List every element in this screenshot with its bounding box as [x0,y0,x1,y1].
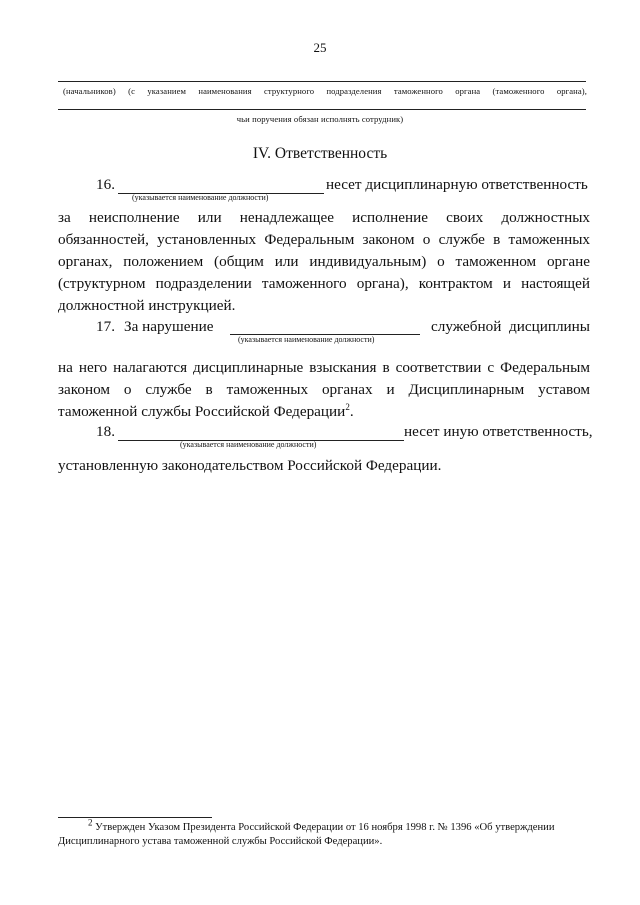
item17-last-line: таможенной службы Российской Федерации$^2$. [58,401,354,420]
footnote-marker: 2 [88,817,93,828]
item17-caption: (указывается наименование должности) [238,335,375,344]
item16-caption: (указывается наименование должности) [132,193,269,202]
item17-lead: За нарушение [124,318,214,335]
item17-line-2: законом о службе в таможенных органах и Дисциплинарным уставом [58,381,590,398]
header-rule-1 [58,81,586,82]
header-caption-2: чьи поручения обязан исполнять сотрудник) [236,114,404,124]
header-rule-2 [58,109,586,110]
item16-after-blank: несет дисциплинарную ответственность [326,176,588,193]
item18-after-blank: несет иную ответственность, [404,423,593,440]
item16-number: 16. [96,176,115,193]
item17-after-blank: служебной дисциплины [431,318,590,335]
item17-number: 17. [96,318,115,335]
item16-line-2: обязанностей, установленных Федеральным законом о службе в таможенных [58,231,590,248]
page-number: 25 [313,40,327,55]
item16-line-3: органах, положением (общим или индивидуальным) о таможенном органе [58,253,590,270]
item18-caption: (указывается наименование должности) [180,440,317,449]
item16-last-line: должностной инструкцией. [58,297,236,314]
item18-last-line: установленную законодательством Российской Федерации. [58,457,442,474]
item18-number: 18. [96,423,115,440]
section-title: IV. Ответственность [252,145,388,162]
item17-line-1: на него налагаются дисциплинарные взыскания в соответствии с Федеральным [58,359,590,376]
footnote-line-1: $^2$ Утвержден Указом Президента Российской Федерации от 16 ноября 1998 г. № 1396 «Об утверждении [88,817,555,833]
footnote-ref-2[interactable]: 2 [345,401,350,412]
footnote-rule [58,817,212,818]
footnote-line-2: Дисциплинарного устава таможенной службы Российской Федерации». [58,836,383,847]
item16-line-1: за неисполнение или ненадлежащее исполнение своих должностных [58,209,590,226]
item16-line-4: (структурном подразделении таможенного органа), контрактом и настоящей [58,275,590,292]
header-caption-1: (начальников) (с указанием наименования структурного подразделения таможенного органа (таможенного органа), [63,86,587,96]
